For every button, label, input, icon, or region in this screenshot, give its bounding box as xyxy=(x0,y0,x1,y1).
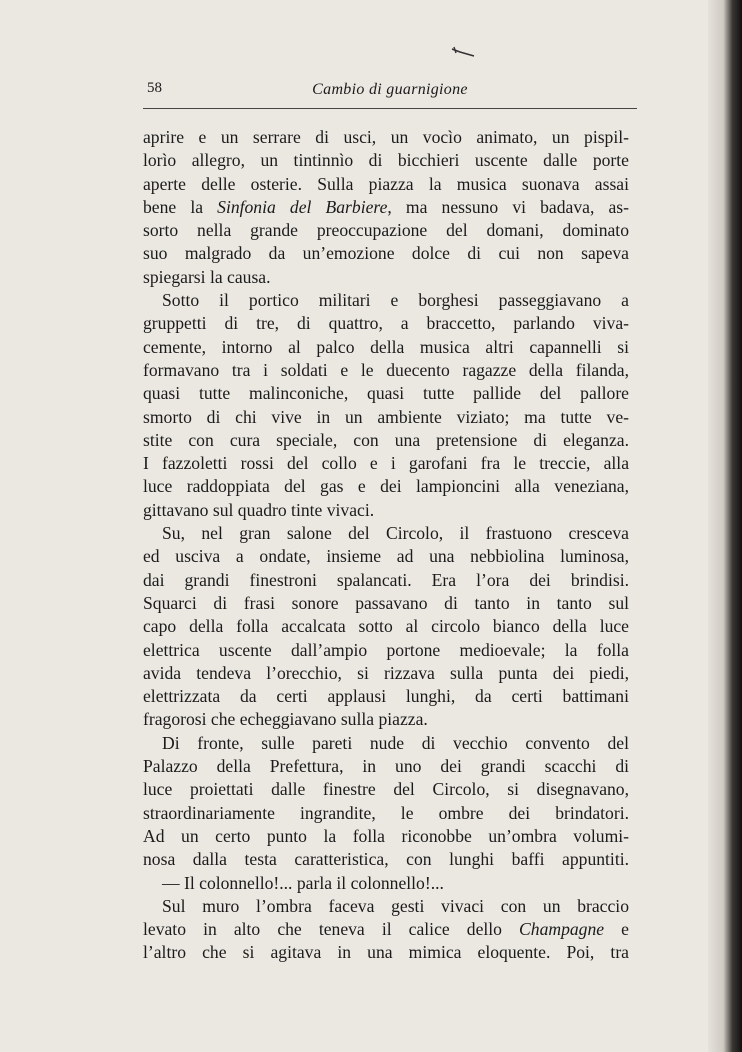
text-line: nosa dalla testa caratteristica, con lunghi baffi appuntiti. xyxy=(143,849,629,870)
text-line: formavano tra i soldati e le duecento ragazze della filanda, xyxy=(143,359,629,380)
text-line: Squarci di frasi sonore passavano di tanto in tanto sul xyxy=(143,592,629,613)
text-line: lorìo allegro, un tintinnìo di bicchieri uscente dalle porte xyxy=(143,150,629,171)
text-line: Ad un certo punto la folla riconobbe un’ombra volumi- xyxy=(143,825,629,846)
text-line: Sotto il portico militari e borghesi passeggiavano a xyxy=(162,290,629,311)
text-line: capo della folla accalcata sotto al circolo bianco della luce xyxy=(143,616,629,637)
text-line: smorto di chi vive in un ambiente viziato; ma tutte ve- xyxy=(143,406,629,427)
opera-title: Sinfonia del Barbiere xyxy=(217,196,388,217)
text-line: I fazzoletti rossi del collo e i garofani fra le treccie, alla xyxy=(143,453,629,474)
running-title: Cambio di guarnigione xyxy=(312,81,468,98)
text-line: Di fronte, sulle pareti nude di vecchio convento del xyxy=(162,732,629,753)
text-line: aperte delle osterie. Sulla piazza la musica suonava assai xyxy=(143,173,629,194)
text-line: elettrica uscente dall’ampio portone medioevale; la folla xyxy=(143,639,629,660)
text-segment: bene la xyxy=(143,196,218,217)
text-line: avida tendeva l’orecchio, si rizzava sulla punta dei piedi, xyxy=(143,662,629,683)
text-line: gittavano sul quadro tinte vivaci. xyxy=(143,499,375,520)
text-line xyxy=(143,918,629,941)
text-line: Palazzo della Prefettura, in uno dei grandi scacchi di xyxy=(143,756,629,777)
text-line: suo malgrado da un’emozione dolce di cui non sapeva xyxy=(143,243,629,264)
text-line: dai grandi finestroni spalancati. Era l’ora dei brindisi. xyxy=(143,569,629,590)
book-binding-edge xyxy=(708,0,742,1052)
body-text xyxy=(143,126,629,965)
text-line: aprire e un serrare di usci, un vocìo animato, un pispil- xyxy=(143,127,629,147)
text-line xyxy=(143,196,629,219)
text-line: spiegarsi la causa. xyxy=(143,266,271,287)
text-line: cemente, intorno al palco della musica altri capannelli si xyxy=(143,336,629,357)
text-line: ed usciva a ondate, insieme ad una nebbiolina luminosa, xyxy=(143,546,629,567)
text-line: Sul muro l’ombra faceva gesti vivaci con un braccio xyxy=(162,895,629,916)
text-line: l’altro che si agitava in una mimica eloquente. Poi, tra xyxy=(143,942,629,963)
text-line: Su, nel gran salone del Circolo, il frastuono cresceva xyxy=(162,523,629,544)
text-line: stite con cura speciale, con una pretensione di eleganza. xyxy=(143,429,629,450)
text-line: sorto nella grande preoccupazione del domani, dominato xyxy=(143,220,629,241)
champagne-italic: Champagne xyxy=(519,919,605,940)
text-segment: , ma nessuno vi badava, as- xyxy=(387,196,629,217)
page-number: 58 xyxy=(147,80,162,96)
text-line: luce proiettati dalle finestre del Circolo, si disegnavano, xyxy=(143,779,629,800)
text-line: quasi tutte malinconiche, quasi tutte pallide del pallore xyxy=(143,383,629,404)
text-line: straordinariamente ingrandite, le ombre dei brindatori. xyxy=(143,802,629,823)
text-segment: levato in alto che teneva il calice dello xyxy=(143,919,520,940)
text-line: gruppetti di tre, di quattro, a braccetto, parlando viva- xyxy=(143,313,629,334)
text-line: fragorosi che echeggiavano sulla piazza. xyxy=(143,709,428,730)
running-header xyxy=(143,78,637,109)
text-line: — Il colonnello!... parla il colonnello!... xyxy=(162,872,444,893)
text-line: elettrizzata da certi applausi lunghi, da certi battimani xyxy=(143,686,629,707)
ink-mark xyxy=(450,46,476,58)
text-segment: e xyxy=(604,919,629,940)
text-line: luce raddoppiata del gas e dei lampioncini alla veneziana, xyxy=(143,476,629,497)
